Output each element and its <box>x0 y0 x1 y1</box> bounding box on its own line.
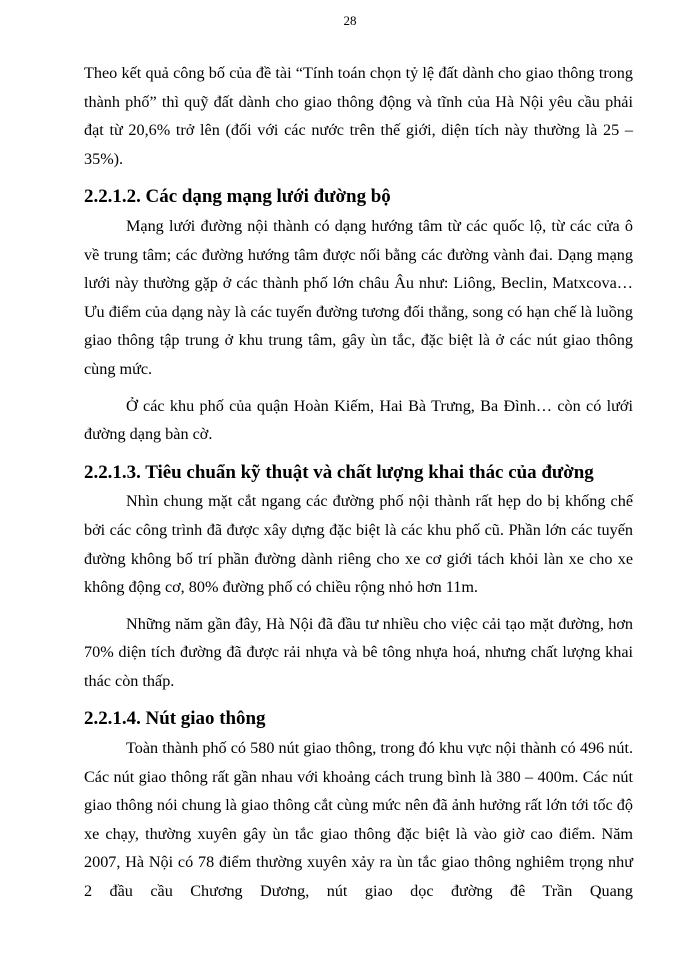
paragraph-cross-section: Nhìn chung mặt cắt ngang các đường phố nội thành rất hẹp do bị khống chế bởi các công trình đã được xây dựng đặc biệt là các khu phố cũ. Phần lớn các tuyến đường không bố trí phần đường dành riêng cho xe cơ giới tách khỏi làn xe cho xe không động cơ, 80% đường phố có chiều rộng nhỏ hơn 11m. <box>84 492 633 597</box>
intro-paragraph: Theo kết quả công bố của đề tài “Tính toán chọn tỷ lệ đất dành cho giao thông trong thành phố” thì quỹ đất dành cho giao thông động và tĩnh của Hà Nội yêu cầu phải đạt từ 20,6% trở lên (đối với các nước trên thế giới, diện tích này thường là 25 – 35%). <box>84 64 633 168</box>
section-heading-2-2-1-3: 2.2.1.3. Tiêu chuẩn kỹ thuật và chất lượng khai thác của đường <box>84 461 594 483</box>
paragraph-intersections: Toàn thành phố có 580 nút giao thông, trong đó khu vực nội thành có 496 nút. Các nút giao thông rất gần nhau với khoảng cách trung bình là 380 – 400m. Các nút giao thông nói chung là giao thông cắt cùng mức nên đã ảnh hưởng rất lớn tới tốc độ xe chạy, thường xuyên gây ùn tắc giao thông đặc biệt là vào giờ cao điểm. Năm 2007, Hà Nội có 78 điểm thường xuyên xảy ra ùn tắc giao thông nghiêm trọng như 2 đầu cầu Chương Dương, nút giao dọc đường đê Trần Quang <box>84 739 633 901</box>
section-heading-2-2-1-4: 2.2.1.4. Nút giao thông <box>84 708 266 730</box>
section-heading-2-2-1-2: 2.2.1.2. Các dạng mạng lưới đường bộ <box>84 186 391 208</box>
paragraph-chessboard-grid: Ở các khu phố của quận Hoàn Kiếm, Hai Bà Trưng, Ba Đình… còn có lưới đường dạng bàn cờ. <box>84 396 633 444</box>
paragraph-road-network-shape: Mạng lưới đường nội thành có dạng hướng tâm từ các quốc lộ, từ các cửa ô về trung tâm; các đường hướng tâm được nối bằng các đường vành đai. Dạng mạng lưới này thường gặp ở các thành phố lớn châu Âu như: Liông, Beclin, Matxcova… Ưu điểm của dạng này là các tuyến đường tương đối thẳng, song có hạn chế là luồng giao thông tập trung ở khu trung tâm, gây ùn tắc, đặc biệt là ở các nút giao thông cùng mức. <box>84 216 633 378</box>
document-body <box>84 59 633 906</box>
page-number: 28 <box>343 13 357 28</box>
paragraph-surface-improvement: Những năm gần đây, Hà Nội đã đầu tư nhiều cho việc cải tạo mặt đường, hơn 70% diện tích đường đã được rải nhựa và bê tông nhựa hoá, nhưng chất lượng khai thác còn thấp. <box>84 614 633 690</box>
